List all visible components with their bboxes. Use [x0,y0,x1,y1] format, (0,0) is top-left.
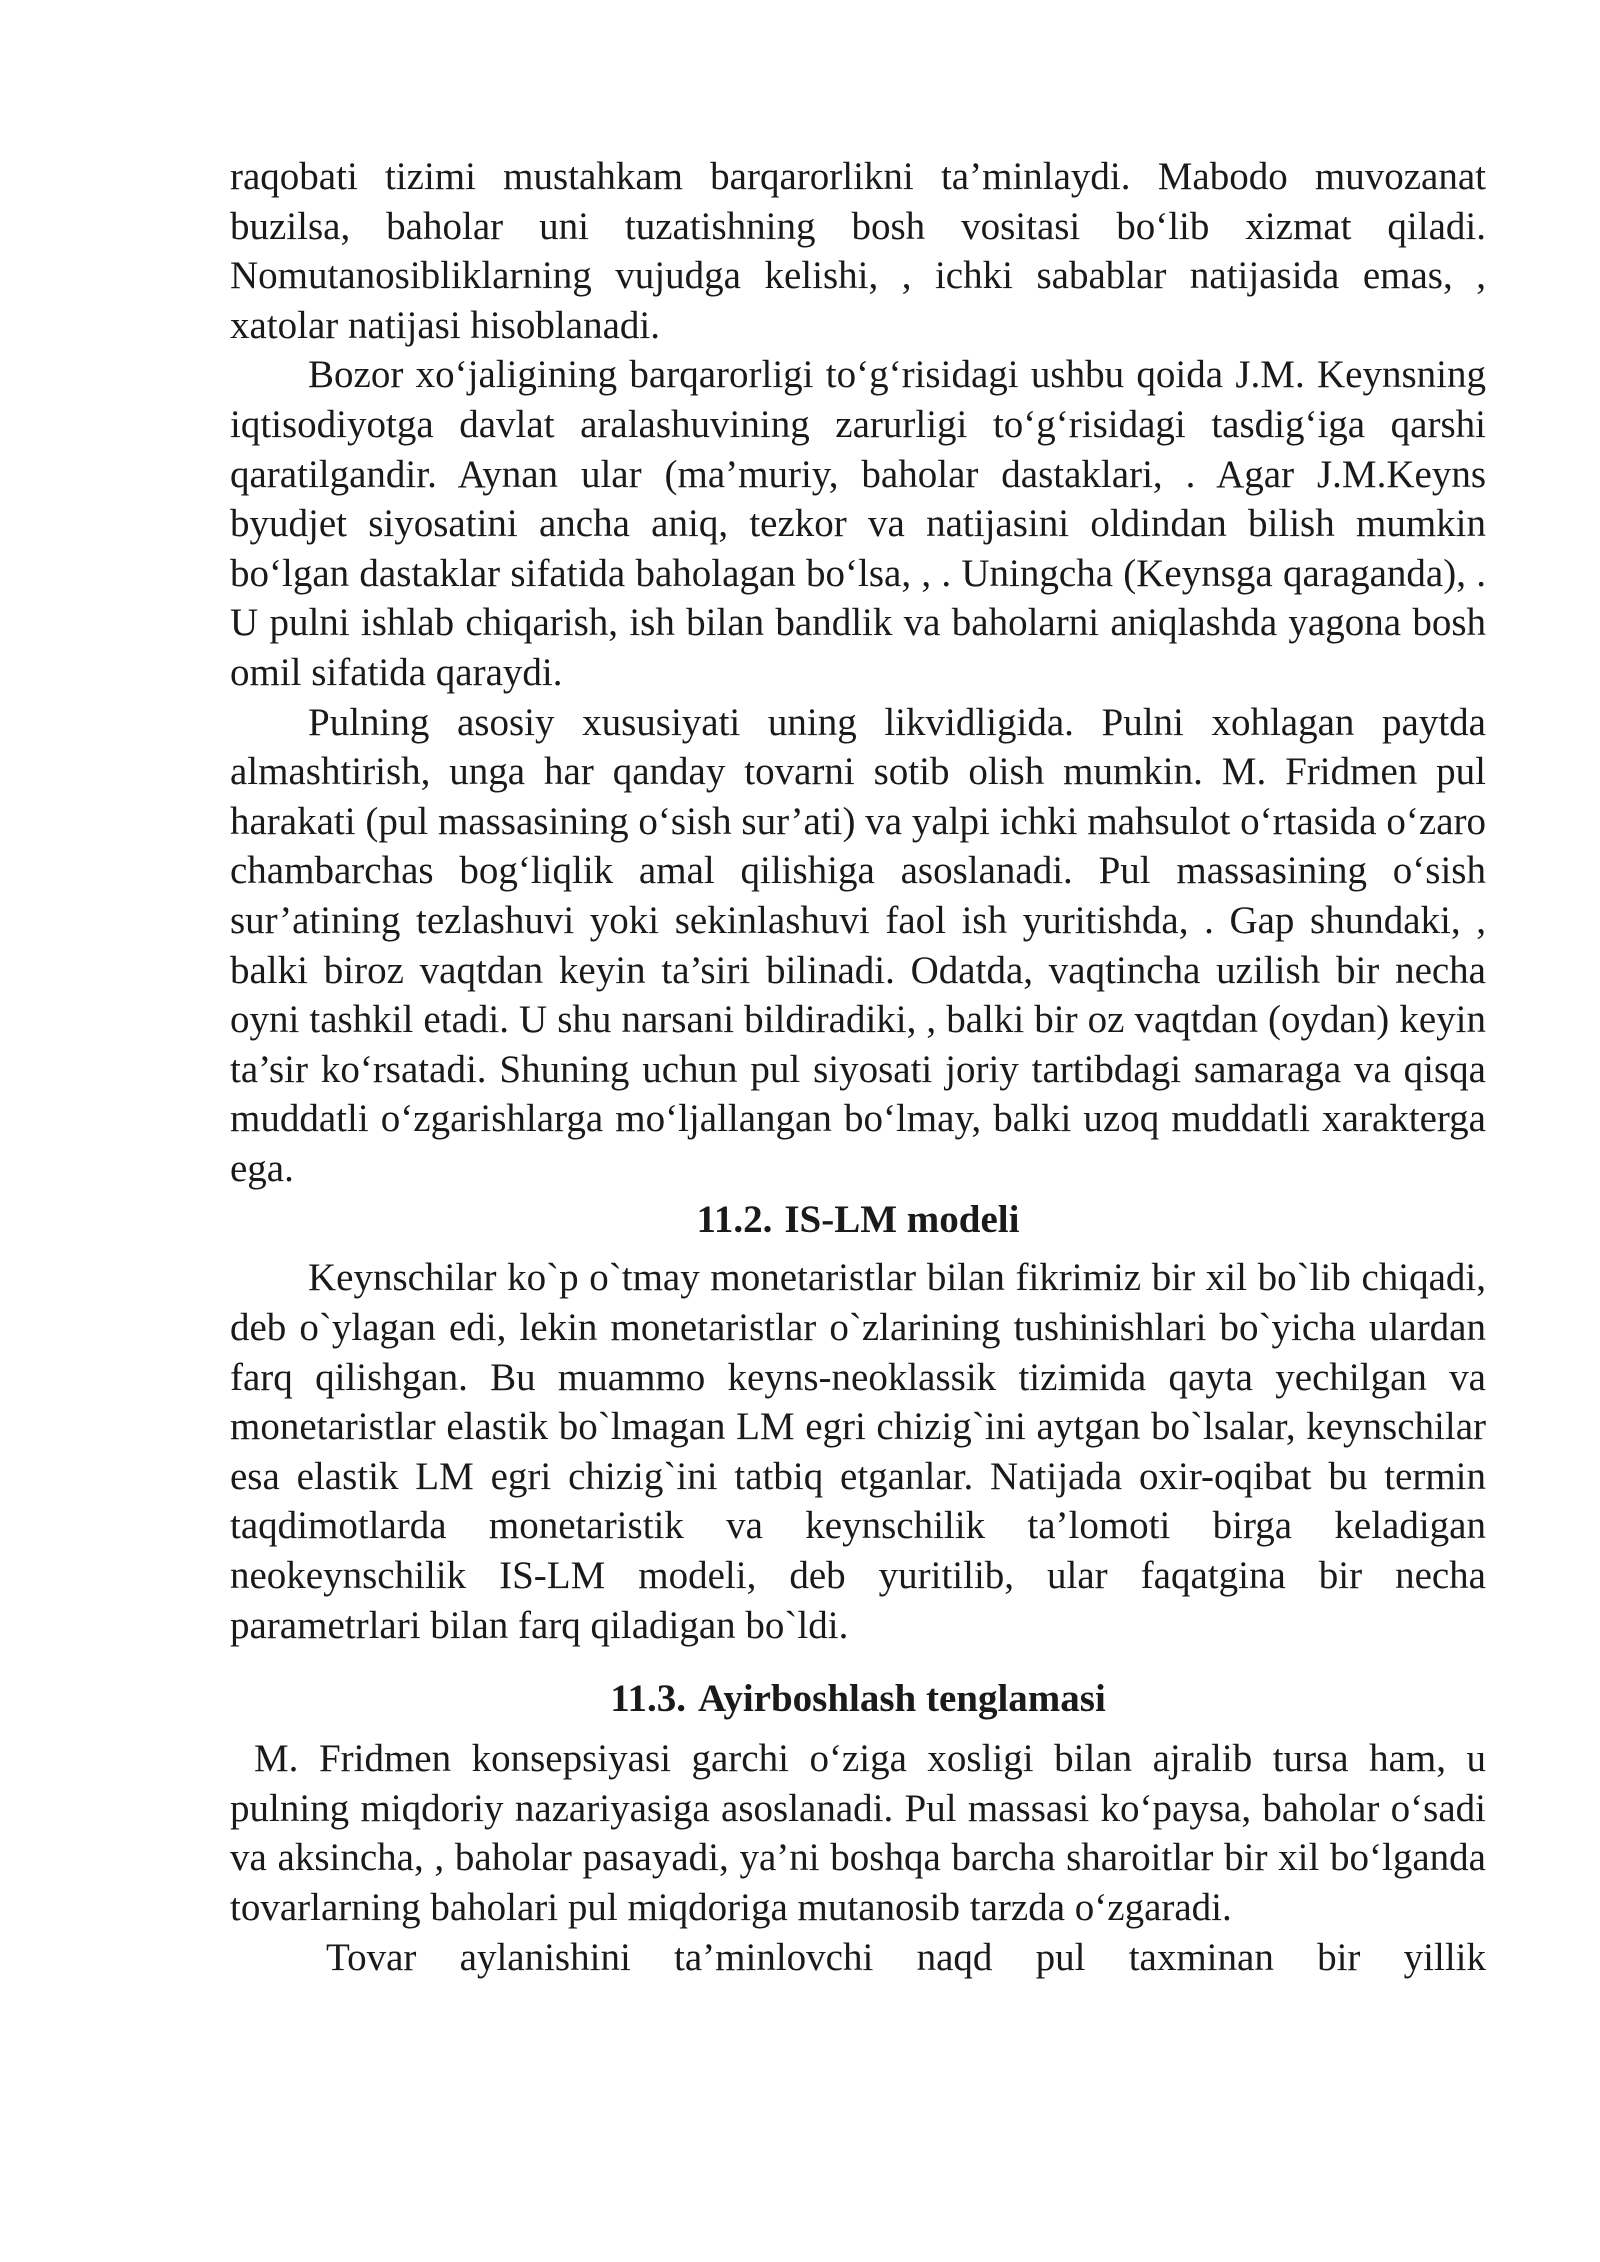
paragraph-is-lm: Keynschilar ko`p o`tmay monetaristlar bilan fikrimiz bir xil bo`lib chiqadi, deb o`ylagan edi, lekin monetaristlar o`zlarining tushinishlari bo`yicha ulardan farq qilishgan. Bu muammo keyns-neoklassik tizimida qayta yechilgan va monetaristlar elastik bo`lmagan LM egri chizig`ini aytgan bo`lsalar, keynschilar esa elastik LM egri chizig`ini tatbiq etganlar. Natijada oxir-oqibat bu termin taqdimotlarda monetaristik va keynschilik ta’lomoti birga keladigan neokeynschilik IS-LM modeli, deb yuritilib, ular faqatgina bir necha parametrlari bilan farq qiladigan bo`ldi. [230,1256,1486,1647]
document-page [230,152,1486,1982]
section-title: Ayirboshlash tenglamasi [698,1677,1106,1721]
section-heading-exchange-equation [230,1674,1486,1724]
section-title: IS-LM modeli [784,1198,1020,1242]
paragraph-fridmen-concept: M. Fridmen konsepsiyasi garchi o‘ziga xosligi bilan ajralib tursa ham, u pulning miqdoriy nazariyasiga asoslanadi. Pul massasi ko‘paysa, baholar o‘sadi va aksincha, , baholar pasayadi, ya’ni boshqa barcha sharoitlar bir xil bo‘lganda tovarlarning baholari pul miqdoriga mutanosib tarzda o‘zgaradi. [230,1737,1486,1929]
paragraph-liquidity: Pulning asosiy xususiyati uning likvidligida. Pulni xohlagan paytda almashtirish, unga har qanday tovarni sotib olish mumkin. M. Fridmen pul harakati (pul massasining o‘sish sur’ati) va yalpi ichki mahsulot o‘rtasida o‘zaro chambarchas bog‘liqlik amal qilishiga asoslanadi. Pul massasining o‘sish sur’atining tezlashuvi yoki sekinlashuvi faol ish yuritishda, . Gap shundaki, , balki biroz vaqtdan keyin ta’siri bilinadi. Odatda, vaqtincha uzilish bir necha oyni tashkil etadi. U shu narsani bildiradiki, , balki bir oz vaqtdan (oydan) keyin ta’sir ko‘rsatadi. Shuning uchun pul siyosati joriy tartibdagi samaraga va qisqa muddatli o‘zgarishlarga mo‘ljallangan bo‘lmay, balki uzoq muddatli xarakterga ega. [230,700,1486,1190]
paragraph-last-line: Tovar aylanishini ta’minlovchi naqd pul taxminan bir yillik [326,1935,1486,1979]
section-heading-is-lm [230,1195,1486,1245]
paragraph-continuation: raqobati tizimi mustahkam barqarorlikni ta’minlaydi. Mabodo muvozanat buzilsa, baholar uni tuzatishning bosh vositasi bo‘lib xizmat qiladi. Nomutanosibliklarning vujudga kelishi, , ichki sabablar natijasida emas, , xatolar natijasi hisoblanadi. [230,155,1486,347]
paragraph-keynes-stability: Bozor xo‘jaligining barqarorligi to‘g‘risidagi ushbu qoida J.M. Keynsning iqtisodiyotga davlat aralashuvining zarurligi to‘g‘risidagi tasdig‘iga qarshi qaratilgandir. Aynan ular (ma’muriy, baholar dastaklari, . Agar J.M.Keyns byudjet siyosatini ancha aniq, tezkor va natijasini oldindan bilish mumkin bo‘lgan dastaklar sifatida baholagan bo‘lsa, , . Uningcha (Keynsga qaraganda), . U pulni ishlab chiqarish, ish bilan bandlik va baholarni aniqlashda yagona bosh omil sifatida qaraydi. [230,353,1486,694]
section-number: 11.3. [610,1677,687,1721]
section-number: 11.2. [696,1198,773,1242]
